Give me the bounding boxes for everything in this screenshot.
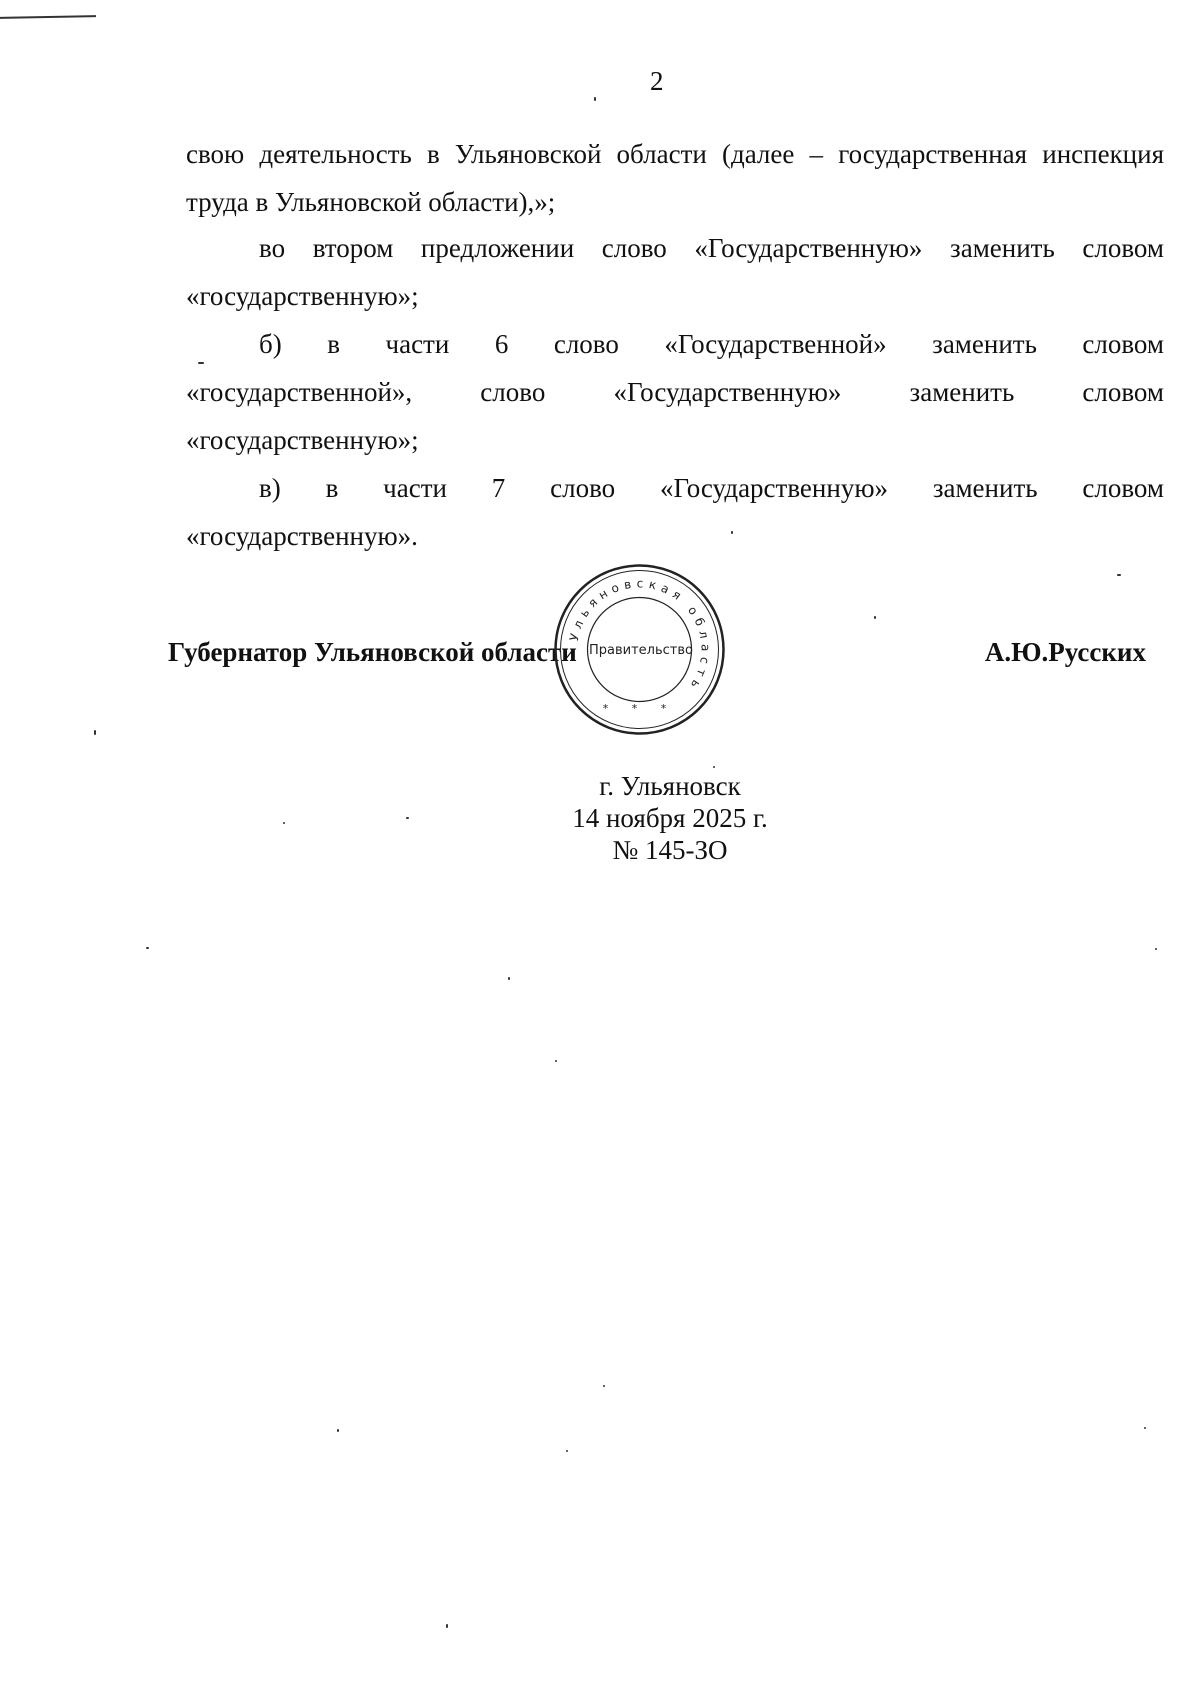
law-number: № 145-ЗО: [612, 835, 728, 865]
body-line: «государственной», слово «Государственную» заменить словом: [186, 377, 1164, 407]
official-seal: [552, 562, 727, 737]
scan-speck: [94, 730, 96, 735]
scan-speck: [555, 1060, 557, 1062]
seal-stars: * * *: [602, 702, 677, 715]
scan-speck: [283, 822, 285, 824]
scan-speck: [566, 1450, 568, 1452]
scan-speck: [874, 616, 876, 619]
scan-speck: [508, 977, 510, 980]
body-line: во втором предложении слово «Государственную» заменить словом: [259, 233, 1164, 263]
body-line: труда в Ульяновской области),»;: [186, 187, 556, 217]
body-line: б) в части 6 слово «Государственной» заменить словом: [259, 329, 1164, 359]
scan-speck: [1155, 948, 1157, 950]
city: г. Ульяновск: [599, 771, 741, 801]
seal-ring-text: Ульяновская область: [566, 576, 713, 696]
scan-speck: [406, 817, 409, 819]
body-line: «государственную».: [186, 521, 418, 551]
scan-speck: [713, 766, 715, 768]
date: 14 ноября 2025 г.: [572, 803, 768, 833]
scan-speck: [446, 1624, 448, 1628]
scan-speck: [731, 531, 733, 534]
scan-corner-line: [0, 15, 96, 19]
body-line: в) в части 7 слово «Государственную» заменить словом: [259, 473, 1164, 503]
place-date-block: [470, 770, 870, 866]
scan-speck: [594, 97, 596, 101]
page-number: 2: [650, 66, 664, 96]
document-body: [186, 130, 1164, 560]
scan-speck: [198, 362, 204, 364]
signatory-name: А.Ю.Русских: [984, 637, 1146, 667]
signatory-position: Губернатор Ульяновской области: [168, 637, 577, 667]
scan-speck: [1117, 574, 1121, 576]
body-line: «государственную»;: [186, 281, 419, 311]
seal-center-text: Правительство: [589, 643, 693, 658]
scan-speck: [337, 1429, 339, 1432]
scan-speck: [1144, 1427, 1146, 1429]
body-line: свою деятельность в Ульяновской области (далее – государственная инспекция: [186, 139, 1164, 169]
scan-speck: [603, 1385, 605, 1387]
body-line: «государственную»;: [186, 425, 419, 455]
scan-speck: [146, 947, 149, 949]
